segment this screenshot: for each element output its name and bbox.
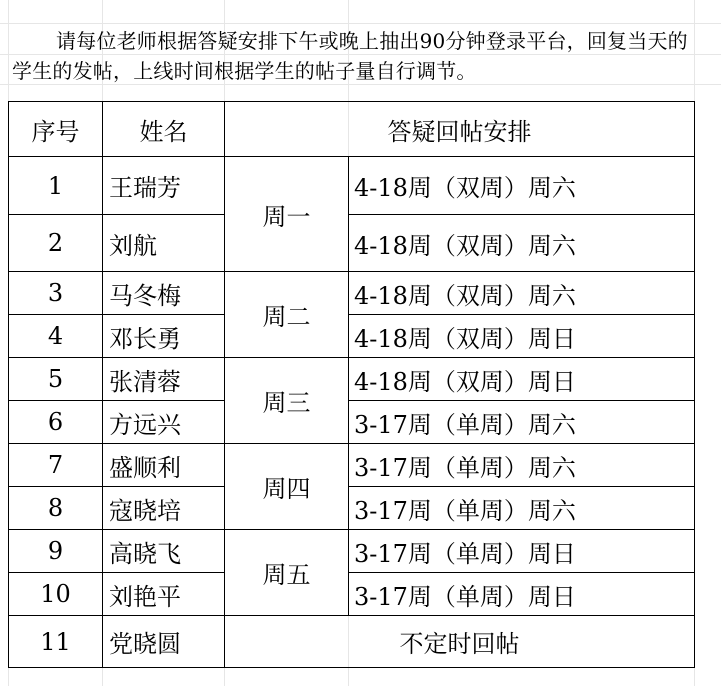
cell-name[interactable]: 寇晓培 <box>103 487 225 530</box>
notice-text: 请每位老师根据答疑安排下午或晚上抽出90分钟登录平台，回复当天的学生的发帖，上线时间根据学生的帖子量自行调节。 <box>12 29 688 83</box>
cell-no[interactable]: 7 <box>9 444 103 487</box>
cell-arrangement[interactable]: 3-17周（单周）周六 <box>349 401 695 444</box>
cell-name[interactable]: 刘艳平 <box>103 573 225 616</box>
cell-name[interactable]: 马冬梅 <box>103 272 225 315</box>
cell-name[interactable]: 王瑞芳 <box>103 157 225 215</box>
cell-no[interactable]: 11 <box>9 616 103 668</box>
header-schedule[interactable]: 答疑回帖安排 <box>225 102 695 157</box>
cell-day[interactable]: 周五 <box>225 530 349 616</box>
table-header-row <box>9 102 695 157</box>
cell-arrangement[interactable]: 4-18周（双周）周六 <box>349 272 695 315</box>
cell-arrangement[interactable]: 3-17周（单周）周日 <box>349 573 695 616</box>
cell-no[interactable]: 9 <box>9 530 103 573</box>
table-row <box>9 573 695 616</box>
table-row <box>9 157 695 215</box>
cell-no[interactable]: 1 <box>9 157 103 215</box>
table-row <box>9 444 695 487</box>
cell-name[interactable]: 党晓圆 <box>103 616 225 668</box>
cell-no[interactable]: 5 <box>9 358 103 401</box>
cell-no[interactable]: 8 <box>9 487 103 530</box>
cell-name[interactable]: 盛顺利 <box>103 444 225 487</box>
table-row <box>9 315 695 358</box>
cell-day[interactable]: 周四 <box>225 444 349 530</box>
header-name[interactable]: 姓名 <box>103 102 225 157</box>
cell-day[interactable]: 周三 <box>225 358 349 444</box>
cell-name[interactable]: 张清蓉 <box>103 358 225 401</box>
cell-arrangement[interactable]: 不定时回帖 <box>225 616 695 668</box>
cell-arrangement[interactable]: 4-18周（双周）周六 <box>349 215 695 272</box>
table-row <box>9 358 695 401</box>
cell-arrangement[interactable]: 3-17周（单周）周六 <box>349 487 695 530</box>
cell-no[interactable]: 2 <box>9 215 103 272</box>
cell-arrangement[interactable]: 4-18周（双周）周日 <box>349 315 695 358</box>
table-row <box>9 215 695 272</box>
gridline <box>0 23 721 24</box>
cell-name[interactable]: 邓长勇 <box>103 315 225 358</box>
cell-day[interactable]: 周一 <box>225 157 349 272</box>
cell-arrangement[interactable]: 4-18周（双周）周六 <box>349 157 695 215</box>
table-row <box>9 616 695 668</box>
schedule-table <box>8 101 695 668</box>
cell-arrangement[interactable]: 3-17周（单周）周六 <box>349 444 695 487</box>
table-row <box>9 487 695 530</box>
cell-name[interactable]: 高晓飞 <box>103 530 225 573</box>
table-row <box>9 401 695 444</box>
cell-name[interactable]: 方远兴 <box>103 401 225 444</box>
cell-no[interactable]: 4 <box>9 315 103 358</box>
cell-no[interactable]: 6 <box>9 401 103 444</box>
cell-no[interactable]: 3 <box>9 272 103 315</box>
cell-name[interactable]: 刘航 <box>103 215 225 272</box>
cell-day[interactable]: 周二 <box>225 272 349 358</box>
cell-no[interactable]: 10 <box>9 573 103 616</box>
table-row <box>9 272 695 315</box>
cell-arrangement[interactable]: 3-17周（单周）周日 <box>349 530 695 573</box>
header-no[interactable]: 序号 <box>9 102 103 157</box>
table-row <box>9 530 695 573</box>
cell-arrangement[interactable]: 4-18周（双周）周日 <box>349 358 695 401</box>
